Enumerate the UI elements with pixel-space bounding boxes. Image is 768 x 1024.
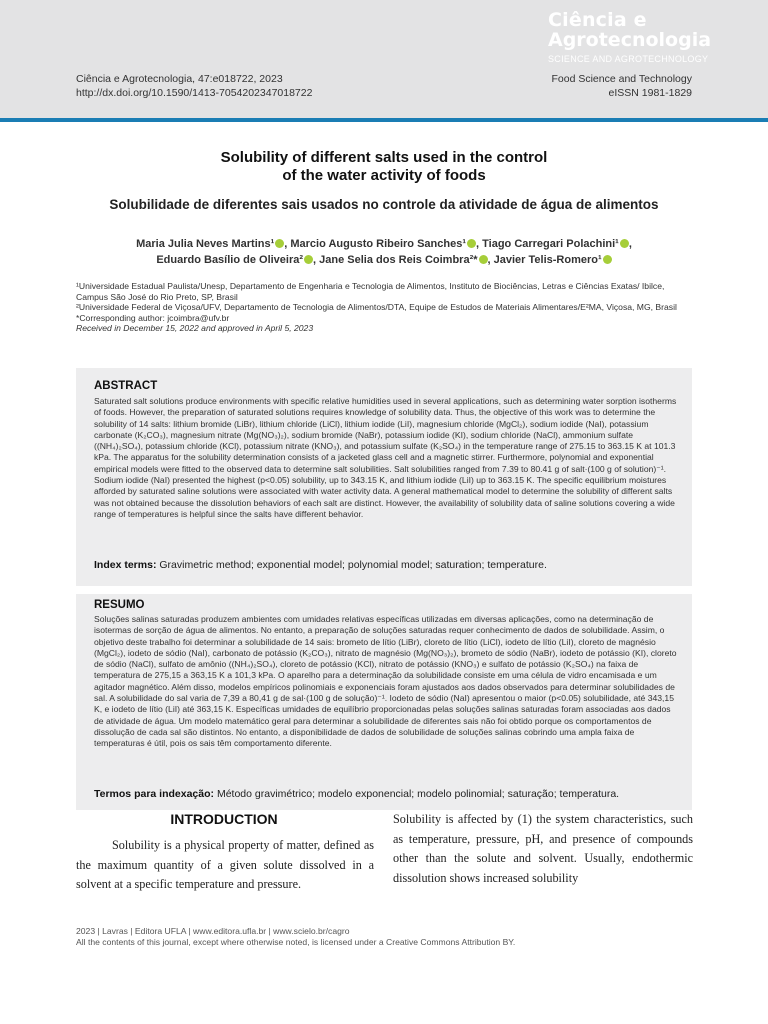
issn: eISSN 1981-1829 [608,87,692,99]
termos-label: Termos para indexação: [94,788,215,800]
header-accent-line [0,118,768,122]
author-line-2: Eduardo Basílio de Oliveira² , Jane Selia dos Reis Coimbra²* , Javier Telis-Romero¹ [76,252,692,268]
termos-indexacao [94,788,680,800]
footer-license: All the contents of this journal, except where otherwise noted, is licensed under a Creative Commons Attribution BY. [76,937,516,947]
orcid-icon[interactable] [603,255,612,264]
intro-left-column: Solubility is a physical property of matter, defined as the maximum quantity of a given solute dissolved in a solvent at a specific temperature and pressure. [76,838,374,891]
title-line-1: Solubility of different salts used in the control [220,149,548,166]
corresponding-author: *Corresponding author: jcoimbra@ufv.br [76,312,230,323]
intro-right-column: Solubility is affected by (1) the system characteristics, such as temperature, pressure, pH, and presence of compounds other than the solute and solvent. Usually, endothermic dissolution shows increased solubility [393,812,693,885]
journal-logo [548,10,748,64]
orcid-icon[interactable] [620,239,629,248]
index-terms-text: Gravimetric method; exponential model; polynomial model; saturation; temperature. [159,559,547,571]
abstract-text: Saturated salt solutions produce environments with specific relative humidities used in several applications, such as determining water sorption isotherms of foods. However, the preparation of saturated solutions requires knowledge of solubility data. Thus, the objective of this work was to determine the solubility of 14 salts: lithium bromide (LiBr), lithium chloride (LiCl), lithium iodide (LiI), magnesium chloride (MgCl₂), sodium iodide (NaI), potassium carbonate (K₂CO₃), magnesium nitrate (Mg(NO₃)₂), sodium bromide (NaBr), potassium iodide (KI), sodium chloride (NaCl), ammonium sulfate ((NH₄)₂SO₄), potassium chloride (KCl), potassium nitrate (KNO₃), and potassium sulfate (K₂SO₄) in the temperature range of 275.15 to 363.15 K at 101.3 kPa. The apparatus for the solubility determination consists of a jacketed glass cell and a magnetic stirrer. Furthermore, polynomial and exponential empirical models were fitted to the observed data to determine salt solubilities. Salt solubilities ranged from 7.39 to 80.41 g of salt·(100 g of solution)⁻¹. Sodium iodide (NaI) presented the highest (p<0.05) solubility, up to 343.15 K, and lithium iodide (LiI) up to 363.15 K. The specific equilibrium moistures afforded by saturated saline solutions were associated with water activity data. A general mathematical model to determine the solubility of different salts was not obtained because the dissolution behaviors of each salt are distinct. However, the availability of solubility data of saline solutions covering a wide range of temperatures is helpful since the salts have different behavior. [94,396,677,519]
introduction-heading: INTRODUCTION [170,811,278,827]
author-name: Maria Julia Neves Martins¹ [136,238,275,250]
resumo-text: Soluções salinas saturadas produzem ambientes com umidades relativas específicas utilizadas em diversas aplicações, como na determinação de isotermas de sorção de água de alimentos. No entanto, a preparação de soluções saturadas requer conhecimento de dados de solubilidade. Assim, o objetivo deste trabalho foi determinar a solubilidade de 14 sais: brometo de lítio (LiBr), cloreto de lítio (LiCl), iodeto de lítio (LiI), cloreto de magnésio (MgCl₂), iodeto de sódio (NaI), carbonato de potássio (K₂CO₃), nitrato de magnésio (Mg(NO₃)₂), brometo de sódio (NaBr), iodeto de potássio (KI), cloreto de sódio (NaCl), sulfato de amônio ((NH₄)₂SO₄), cloreto de potássio (KCl), nitrato de potássio (KNO₃) e sulfato de potássio (K₂SO₄) na faixa de temperatura de 275,15 a 363,15 K a 101,3 kPa. O aparelho para a determinação da solubilidade consiste em uma célula de vidro encamisada e um agitador magnético. Além disso, modelos empíricos polinomiais e exponenciais foram ajustados aos dados observados para determinar solubilidades de sal. A solubilidade do sal varia de 7,39 a 80,41 g de sal·(100 g de solução)⁻¹. Iodeto de sódio (NaI) apresentou o maior (p<0.05) solubilidade, até 343,15 K, e iodeto de lítio (LiI) até 363,15 K. Específicas umidades de equilíbrio proporcionadas pelas soluções salinas saturadas foram associadas aos dados de atividade de água. Um modelo matemático geral para determinar a solubilidade de diferentes sais não foi obtido porque os comportamentos de dissolução de cada sal são distintos. No entanto, a disponibilidade de dados de solubilidade de soluções salinas cobrindo uma ampla faixa de temperaturas é útil, pois os sais têm comportamento diferente. [94,614,677,749]
title-line-2: of the water activity of foods [282,167,486,184]
author-name: Javier Telis-Romero¹ [493,254,602,266]
affiliations [76,281,696,334]
orcid-icon[interactable] [275,239,284,248]
citation-block [76,72,312,100]
abstract-heading: ABSTRACT [94,380,158,392]
article-subtitle: Solubilidade de diferentes sais usados no controle da atividade de água de alimentos [109,197,659,212]
resumo-box [76,594,692,810]
author-name: Jane Selia dos Reis Coimbra²* [319,254,478,266]
author-name: Eduardo Basílio de Oliveira² [156,254,304,266]
author-list [76,236,692,268]
author-line-1: Maria Julia Neves Martins¹ , Marcio Augusto Ribeiro Sanches¹ , Tiago Carregari Polachini¹ , [136,238,632,250]
doi-link[interactable]: http://dx.doi.org/10.1590/1413-7054202347018722 [76,87,313,99]
affiliation-1: ¹Universidade Estadual Paulista/Unesp, Departamento de Engenharia e Tecnologia de Alimentos, Instituto de Biociências, Letras e Ciências Exatas/ Ibilce, Campus São José do Rio Preto, SP, Brasil [76,281,665,302]
page-footer [76,926,696,948]
affiliation-2: ²Universidade Federal de Viçosa/UFV, Departamento de Tecnologia de Alimentos/DTA, Equipe de Estudos de Materiais Alimentares/E²MA, Viçosa, MG, Brasil [76,302,677,312]
logo-line-2: Agrotecnologia [548,29,712,51]
resumo-heading: RESUMO [94,599,145,611]
logo-tagline: SCIENCE AND AGROTECHNOLOGY [548,54,709,64]
logo-line-1: Ciência e [548,9,647,31]
abstract-box [76,368,692,586]
article-title [76,149,692,185]
footer-publisher: 2023 | Lavras | Editora UFLA | www.editora.ufla.br | www.scielo.br/cagro [76,926,350,936]
author-name: Marcio Augusto Ribeiro Sanches¹ [290,238,466,250]
termos-text: Método gravimétrico; modelo exponencial; modelo polinomial; saturação; temperatura. [216,788,620,800]
author-name: Tiago Carregari Polachini¹ [482,238,619,250]
index-terms-label: Index terms: [94,559,157,571]
journal-reference: Ciência e Agrotecnologia, 47:e018722, 2023 [76,73,283,85]
orcid-icon[interactable] [479,255,488,264]
index-terms [94,559,680,571]
section-name: Food Science and Technology [551,73,692,85]
orcid-icon[interactable] [467,239,476,248]
section-block [552,72,693,100]
received-date: Received in December 15, 2022 and approved in April 5, 2023 [76,323,314,333]
orcid-icon[interactable] [304,255,313,264]
